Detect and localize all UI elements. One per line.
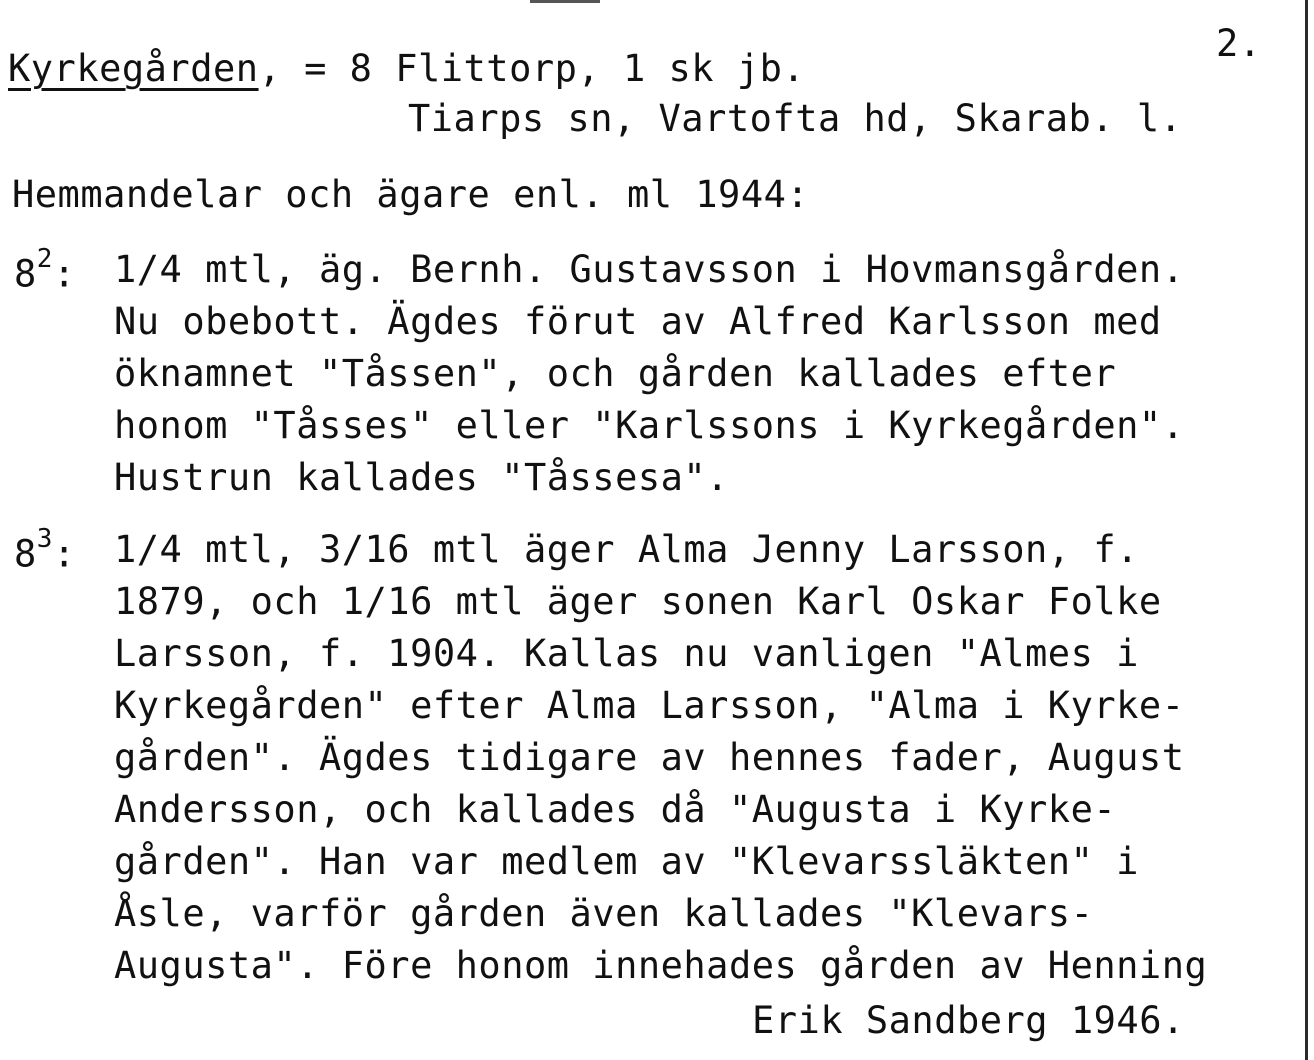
entry-line: Augusta". Före honom innehades gården av Henning [114, 944, 1208, 987]
page-number: 2. [1216, 22, 1262, 65]
entry-line: gården". Ägdes tidigare av hennes fader, August [114, 736, 1185, 779]
entry-colon: : [52, 532, 76, 576]
entry-label [14, 244, 76, 296]
place-designation: , = 8 Flittorp, 1 sk jb. [258, 47, 806, 90]
entry-line: Nu obebott. Ägdes förut av Alfred Karlsson med [114, 300, 1162, 343]
entry-line: Larsson, f. 1904. Kallas nu vanligen "Almes i [114, 632, 1139, 675]
entry-number: 8 [14, 252, 37, 296]
entry-body [114, 524, 1314, 992]
place-name: Kyrkegården [8, 47, 259, 90]
entry-line: Andersson, och kallades då "Augusta i Kyrke- [114, 788, 1117, 831]
entry-label [14, 524, 76, 576]
entry-line: Kyrkegården" efter Alma Larsson, "Alma i Kyrke- [114, 684, 1185, 727]
entry-line: öknamnet "Tåssen", och gården kallades efter [114, 352, 1117, 395]
entry-line: Hustrun kallades "Tåssesa". [114, 456, 729, 499]
top-edge-mark [530, 0, 600, 3]
heading-line [8, 47, 806, 90]
entry-number: 8 [14, 532, 37, 576]
entry-colon: : [52, 252, 76, 296]
entry-line: Åsle, varför gården även kallades "Klevars- [114, 892, 1094, 935]
entry-line: honom "Tåsses" eller "Karlssons i Kyrkegården". [114, 404, 1185, 447]
entry-sup: 2 [36, 244, 53, 274]
entry-line: 1/4 mtl, äg. Bernh. Gustavsson i Hovmansgården. [114, 248, 1185, 291]
entry-sup: 3 [36, 524, 53, 554]
entry-line: gården". Han var medlem av "Klevarssläkten" i [114, 840, 1139, 883]
location-line: Tiarps sn, Vartofta hd, Skarab. l. [408, 97, 1183, 140]
entry-line: 1/4 mtl, 3/16 mtl äger Alma Jenny Larsson, f. [114, 528, 1139, 571]
entry-line: 1879, och 1/16 mtl äger sonen Karl Oskar Folke [114, 580, 1162, 623]
signature: Erik Sandberg 1946. [752, 999, 1185, 1042]
entry-body [114, 244, 1314, 504]
intro-line: Hemmandelar och ägare enl. ml 1944: [12, 173, 810, 216]
